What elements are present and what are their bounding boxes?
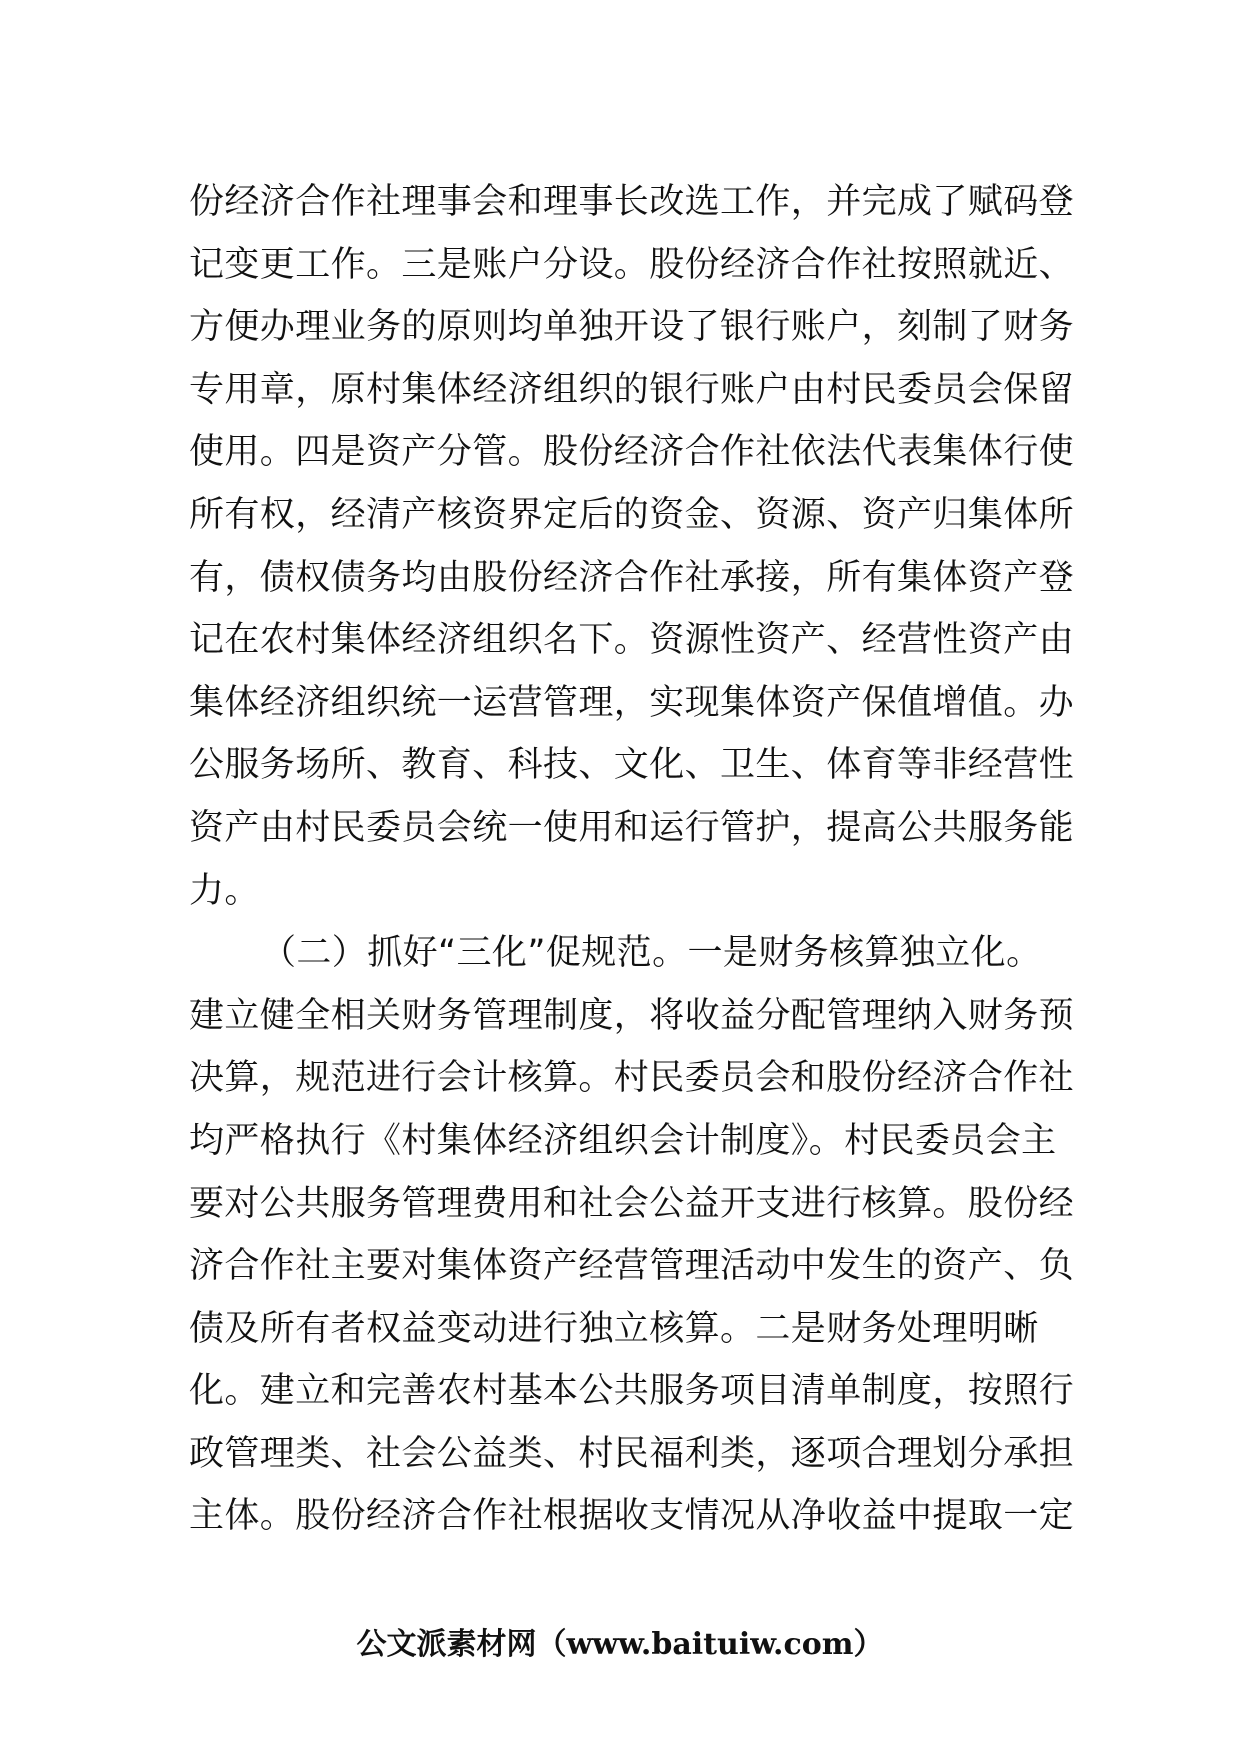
section-heading-line: （二）抓好“三化”促规范。一是财务核算独立化。: [261, 933, 1042, 974]
text-line: 公服务场所、教育、科技、文化、卫生、体育等非经营性: [189, 745, 1075, 786]
text-line: 记变更工作。三是账户分设。股份经济合作社按照就近、: [189, 244, 1075, 285]
text-line: 份经济合作社理事会和理事长改选工作，并完成了赋码登: [189, 182, 1075, 222]
text-line: 资产由村民委员会统一使用和运行管护，提高公共服务能: [189, 807, 1075, 848]
text-line: 有，债权债务均由股份经济合作社承接，所有集体资产登: [189, 557, 1075, 598]
text-line: 决算，规范进行会计核算。村民委员会和股份经济合作社: [189, 1058, 1075, 1099]
text-line: 记在农村集体经济组织名下。资源性资产、经营性资产由: [189, 620, 1075, 661]
text-line: 济合作社主要对集体资产经营管理活动中发生的资产、负: [189, 1246, 1075, 1287]
text-line: 均严格执行《村集体经济组织会计制度》。村民委员会主: [189, 1120, 1057, 1161]
text-line: 所有权，经清产核资界定后的资金、资源、资产归集体所: [189, 494, 1075, 535]
footer-watermark-text: 公文派素材网（www.baituiw.com）: [356, 1627, 884, 1662]
text-line: 专用章，原村集体经济组织的银行账户由村民委员会保留: [189, 369, 1075, 410]
text-line: 政管理类、社会公益类、村民福利类，逐项合理划分承担: [189, 1433, 1075, 1474]
text-line: 主体。股份经济合作社根据收支情况从净收益中提取一定: [189, 1496, 1075, 1537]
text-line: 要对公共服务管理费用和社会公益开支进行核算。股份经: [189, 1183, 1075, 1224]
text-line: 化。建立和完善农村基本公共服务项目清单制度，按照行: [189, 1371, 1075, 1412]
document-body: [189, 171, 1075, 1548]
text-line: 使用。四是资产分管。股份经济合作社依法代表集体行使: [189, 432, 1075, 473]
text-line: 集体经济组织统一运营管理，实现集体资产保值增值。办: [189, 682, 1075, 723]
text-line: 建立健全相关财务管理制度，将收益分配管理纳入财务预: [189, 995, 1075, 1036]
text-line: 债及所有者权益变动进行独立核算。二是财务处理明晰: [189, 1308, 1039, 1349]
text-line: 方便办理业务的原则均单独开设了银行账户，刻制了财务: [189, 307, 1075, 348]
text-line: 力。: [189, 870, 260, 911]
